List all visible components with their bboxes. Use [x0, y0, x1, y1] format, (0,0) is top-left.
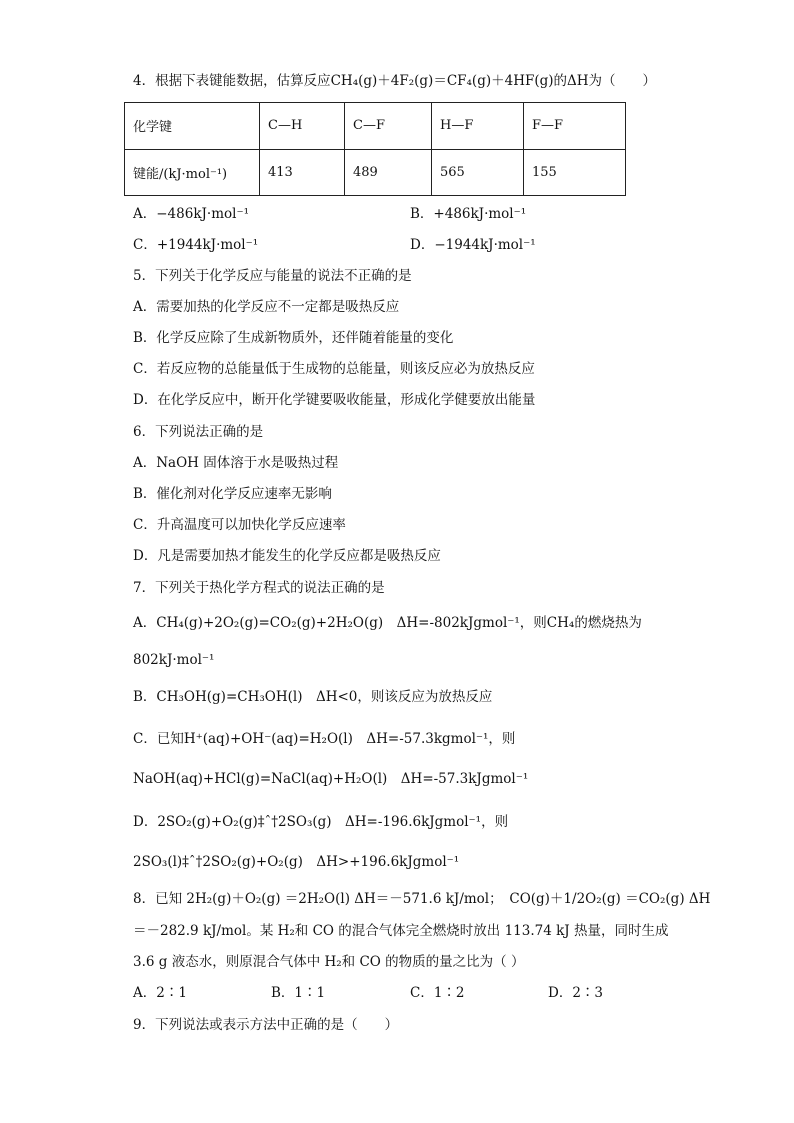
table-cell: 155 — [524, 149, 626, 196]
table-cell: 489 — [345, 149, 432, 196]
table-cell: F—F — [524, 103, 626, 150]
q4-option-b: B．+486kJ·mol⁻¹ — [410, 206, 527, 222]
q7-line: D．2SO₂(g)+O₂(g)‡ˆ†2SO₃(g) ΔH=-196.6kJgmol⁻¹，则 — [133, 814, 509, 830]
table-header-row — [125, 103, 626, 150]
q8-line: 3.6 g 液态水，则原混合气体中 H₂和 CO 的物质的量之比为（ ） — [133, 954, 525, 970]
q8-option-d: D．2∶3 — [548, 985, 604, 1001]
table-row — [125, 149, 626, 196]
q8-line: ＝－282.9 kJ/mol。某 H₂和 CO 的混合气体完全燃烧时放出 113.74 kJ 热量，同时生成 — [133, 923, 669, 939]
q6-option: D．凡是需要加热才能发生的化学反应都是吸热反应 — [133, 548, 441, 564]
table-cell: C—F — [345, 103, 432, 150]
q6-stem: 6．下列说法正确的是 — [133, 424, 264, 440]
q7-line: B．CH₃OH(g)=CH₃OH(l) ΔH<0，则该反应为放热反应 — [133, 689, 493, 705]
table-cell: H—F — [432, 103, 524, 150]
q5-stem: 5．下列关于化学反应与能量的说法不正确的是 — [133, 268, 412, 284]
q9-stem: 9．下列说法或表示方法中正确的是（ ） — [133, 1017, 399, 1033]
q8-option-c: C．1∶2 — [410, 985, 465, 1001]
table-cell: 键能/(kJ·mol⁻¹) — [125, 149, 260, 196]
table-cell: 化学键 — [125, 103, 260, 150]
q6-option: A．NaOH 固体溶于水是吸热过程 — [133, 455, 339, 471]
table-cell: 413 — [260, 149, 345, 196]
q7-line: C．已知H⁺(aq)+OH⁻(aq)=H₂O(l) ΔH=-57.3kgmol⁻¹，则 — [133, 731, 516, 747]
q6-option: C．升高温度可以加快化学反应速率 — [133, 517, 346, 533]
q5-option: A．需要加热的化学反应不一定都是吸热反应 — [133, 299, 400, 315]
q4-option-c: C．+1944kJ·mol⁻¹ — [133, 237, 259, 253]
q5-option: C．若反应物的总能量低于生成物的总能量，则该反应必为放热反应 — [133, 361, 535, 377]
q8-option-a: A．2∶1 — [133, 985, 187, 1001]
q7-line: A．CH₄(g)+2O₂(g)=CO₂(g)+2H₂O(g) ΔH=-802kJgmol⁻¹，则CH₄的燃烧热为 — [133, 615, 642, 631]
q7-stem: 7．下列关于热化学方程式的说法正确的是 — [133, 580, 385, 596]
q4-stem: 4．根据下表键能数据，估算反应CH₄(g)＋4F₂(g)＝CF₄(g)＋4HF(g)的ΔH为（ ） — [133, 73, 657, 89]
q4-option-a: A．−486kJ·mol⁻¹ — [133, 206, 249, 222]
q5-option: B．化学反应除了生成新物质外，还伴随着能量的变化 — [133, 330, 454, 346]
table-cell: 565 — [432, 149, 524, 196]
q8-line: 8．已知 2H₂(g)＋O₂(g) ＝2H₂O(l) ΔH＝－571.6 kJ/mol； CO(g)＋1/2O₂(g) ＝CO₂(g) ΔH — [133, 891, 711, 907]
q8-option-b: B．1∶1 — [271, 985, 326, 1001]
q7-line: 2SO₃(l)‡ˆ†2SO₂(g)+O₂(g) ΔH>+196.6kJgmol⁻¹ — [133, 854, 460, 870]
q7-line: 802kJ·mol⁻¹ — [133, 652, 215, 668]
bond-energy-table — [124, 102, 626, 196]
table-cell: C—H — [260, 103, 345, 150]
q4-option-d: D．−1944kJ·mol⁻¹ — [410, 237, 536, 253]
q7-line: NaOH(aq)+HCl(g)=NaCl(aq)+H₂O(l) ΔH=-57.3kJgmol⁻¹ — [133, 771, 529, 787]
q6-option: B．催化剂对化学反应速率无影响 — [133, 486, 332, 502]
q5-option: D．在化学反应中，断开化学键要吸收能量，形成化学健要放出能量 — [133, 392, 536, 408]
